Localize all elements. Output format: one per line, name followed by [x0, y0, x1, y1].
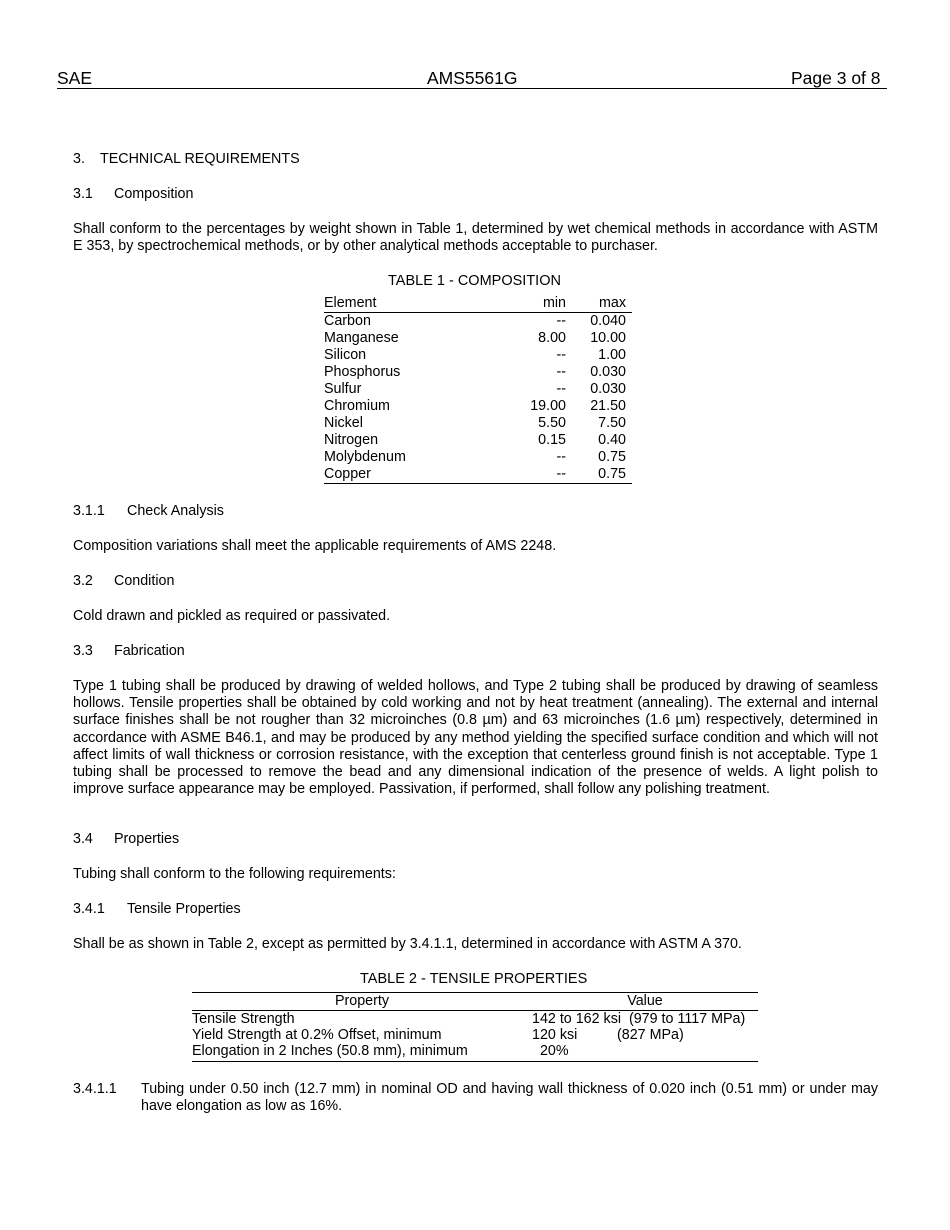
section-3-3-heading: [73, 643, 185, 659]
column-header-value: Value: [532, 993, 758, 1011]
column-header-max: max: [566, 295, 632, 313]
cell-max: 1.00: [598, 347, 626, 363]
section-3-4-text: Tubing shall conform to the following requirements:: [73, 866, 396, 882]
section-title: Composition: [114, 186, 194, 202]
section-number: 3.1.1: [73, 503, 105, 519]
section-3-1-1-text: Composition variations shall meet the applicable requirements of AMS 2248.: [73, 538, 557, 554]
cell-min: 5.50: [538, 415, 566, 431]
section-title: Tensile Properties: [127, 901, 241, 917]
section-3-1-heading: [73, 186, 193, 202]
cell-element: Silicon: [324, 347, 367, 363]
cell-property: Tensile Strength: [192, 1011, 295, 1027]
cell-value: 120 ksi (827 MPa): [532, 1027, 684, 1043]
cell-max: 0.40: [598, 432, 626, 448]
section-3-4-1-text: Shall be as shown in Table 2, except as permitted by 3.4.1.1, determined in accordance with ASTM A 370.: [73, 936, 742, 952]
cell-min: 8.00: [538, 330, 566, 346]
cell-element: Carbon: [324, 313, 371, 329]
table-header-row: [324, 295, 632, 313]
cell-min: 0.15: [538, 432, 566, 448]
table-row: [324, 432, 632, 449]
cell-element: Copper: [324, 466, 514, 484]
cell-max: 0.030: [590, 381, 626, 397]
section-number: 3.4.1: [73, 901, 105, 917]
header-rule: [57, 88, 887, 89]
table-row: [324, 466, 632, 484]
table-2-caption: TABLE 2 - TENSILE PROPERTIES: [360, 971, 588, 987]
section-title: Properties: [114, 831, 180, 847]
cell-max: 21.50: [590, 398, 626, 414]
cell-min: --: [556, 364, 566, 380]
table-row: [324, 364, 632, 381]
table-row: [324, 449, 632, 466]
cell-max: 0.030: [590, 364, 626, 380]
cell-value: 20%: [532, 1043, 758, 1062]
cell-property: Yield Strength at 0.2% Offset, minimum: [192, 1027, 442, 1043]
cell-min: --: [556, 381, 566, 397]
section-3-4-heading: [73, 831, 179, 847]
cell-min: 19.00: [530, 398, 566, 414]
cell-max: 0.040: [590, 313, 626, 329]
section-number: 3.3: [73, 643, 93, 659]
cell-min: --: [514, 466, 566, 484]
column-header-property: Property: [192, 993, 532, 1011]
cell-element: Nitrogen: [324, 432, 379, 448]
column-header-element: Element: [324, 295, 514, 313]
table-row: [324, 381, 632, 398]
cell-max: 7.50: [598, 415, 626, 431]
composition-table: [324, 295, 632, 484]
table-row: [192, 1011, 758, 1028]
section-3-2-heading: [73, 573, 174, 589]
table-row: [192, 1043, 758, 1062]
cell-min: --: [556, 313, 566, 329]
cell-property: Elongation in 2 Inches (50.8 mm), minimum: [192, 1043, 532, 1062]
table-header-row: [192, 993, 758, 1011]
cell-max: 10.00: [590, 330, 626, 346]
cell-element: Nickel: [324, 415, 363, 431]
section-3-2-text: Cold drawn and pickled as required or passivated.: [73, 608, 391, 624]
header-page-number: Page 3 of 8: [791, 68, 881, 88]
table-row: [324, 330, 632, 347]
section-3-4-1-1-text: Tubing under 0.50 inch (12.7 mm) in nominal OD and having wall thickness of 0.020 inch (0.51 mm) or under may have elongation as low as 16%.: [141, 1081, 878, 1115]
section-3-4-1-1-number: 3.4.1.1: [73, 1081, 117, 1097]
header-left: SAE: [57, 68, 93, 88]
section-number: 3.1: [73, 186, 93, 202]
section-3-3-text: Type 1 tubing shall be produced by drawing of welded hollows, and Type 2 tubing shall be produced by drawing of seamless hollows. Tensile properties shall be obtained by cold working and not by heat treatment (annealing). The external and internal surface finishes shall be not rougher than 32 microinches (0.8 µm) and 63 microinches (1.6 µm) respectively, determined in accordance with ASME B46.1, and may be produced by any method yielding the specified surface condition and which will not affect limits of wall thickness or corrosion resistance, with the exception that centerless ground finish is not acceptable. Type 1 tubing shall be processed to remove the bead and any dimensional indication of the presence of welds. A light polish to improve surface appearance may be employed. Passivation, if performed, shall follow any polishing treatment.: [73, 678, 878, 798]
section-title: Check Analysis: [127, 503, 224, 519]
table-row: [324, 415, 632, 432]
table-row: [324, 313, 632, 331]
cell-max: 0.75: [598, 449, 626, 465]
tensile-properties-table: [192, 992, 758, 1062]
table-row: [324, 347, 632, 364]
cell-element: Molybdenum: [324, 449, 406, 465]
section-title: TECHNICAL REQUIREMENTS: [100, 151, 300, 167]
section-3-1-1-heading: [73, 503, 224, 519]
cell-element: Chromium: [324, 398, 390, 414]
table-row: [324, 398, 632, 415]
section-title: Condition: [114, 573, 175, 589]
cell-value: 142 to 162 ksi (979 to 1117 MPa): [532, 1011, 746, 1027]
cell-element: Phosphorus: [324, 364, 401, 380]
section-number: 3.4: [73, 831, 93, 847]
section-number: 3.2: [73, 573, 93, 589]
table-row: [192, 1027, 758, 1043]
cell-min: --: [556, 449, 566, 465]
section-3-heading: [73, 151, 300, 167]
header-doc-id: AMS5561G: [427, 68, 518, 88]
column-header-min: min: [514, 295, 566, 313]
cell-min: --: [556, 347, 566, 363]
section-3-4-1-heading: [73, 901, 241, 917]
table-1-caption: TABLE 1 - COMPOSITION: [388, 273, 561, 289]
section-number: 3.: [73, 151, 85, 167]
cell-element: Sulfur: [324, 381, 362, 397]
section-title: Fabrication: [114, 643, 185, 659]
cell-max: 0.75: [566, 466, 632, 484]
section-3-1-text: Shall conform to the percentages by weight shown in Table 1, determined by wet chemical methods in accordance with ASTM E 353, by spectrochemical methods, or by other analytical methods acceptable to purchaser.: [73, 221, 878, 255]
cell-element: Manganese: [324, 330, 399, 346]
